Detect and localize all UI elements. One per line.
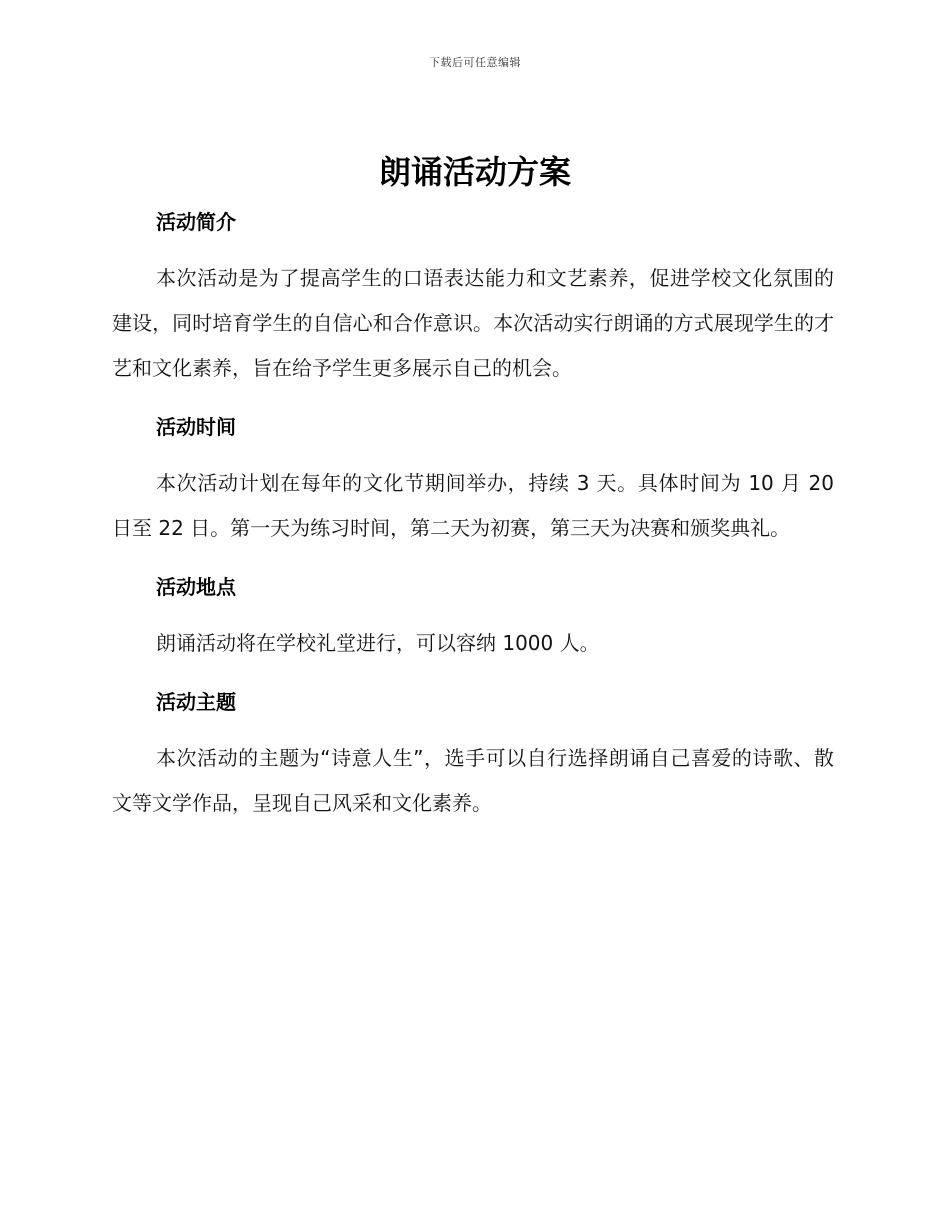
section-heading: 活动时间 (156, 415, 236, 439)
section-theme (112, 684, 834, 826)
section-time (112, 409, 834, 569)
section-heading: 活动地点 (156, 575, 236, 599)
section-location (112, 569, 834, 684)
section-paragraph: 本次活动计划在每年的文化节期间举办，持续 3 天。具体时间为 10 月 20 日至 22 日。第一天为练习时间，第二天为初赛，第三天为决赛和颁奖典礼。 (112, 471, 834, 540)
section-heading: 活动主题 (156, 690, 236, 714)
section-paragraph: 本次活动的主题为“诗意人生”，选手可以自行选择朗诵自己喜爱的诗歌、散文等文学作品，呈现自己风采和文化素养。 (112, 746, 834, 815)
document-title: 朗诵活动方案 (378, 153, 571, 191)
document-body (112, 204, 834, 826)
page-header-note: 下载后可任意编辑 (429, 56, 521, 69)
section-paragraph: 朗诵活动将在学校礼堂进行，可以容纳 1000 人。 (156, 631, 600, 655)
section-paragraph: 本次活动是为了提高学生的口语表达能力和文艺素养，促进学校文化氛围的建设，同时培育学生的自信心和合作意识。本次活动实行朗诵的方式展现学生的才艺和文化素养，旨在给予学生更多展示自己的机会。 (112, 266, 834, 380)
section-introduction (112, 204, 834, 409)
section-heading: 活动简介 (156, 210, 236, 234)
